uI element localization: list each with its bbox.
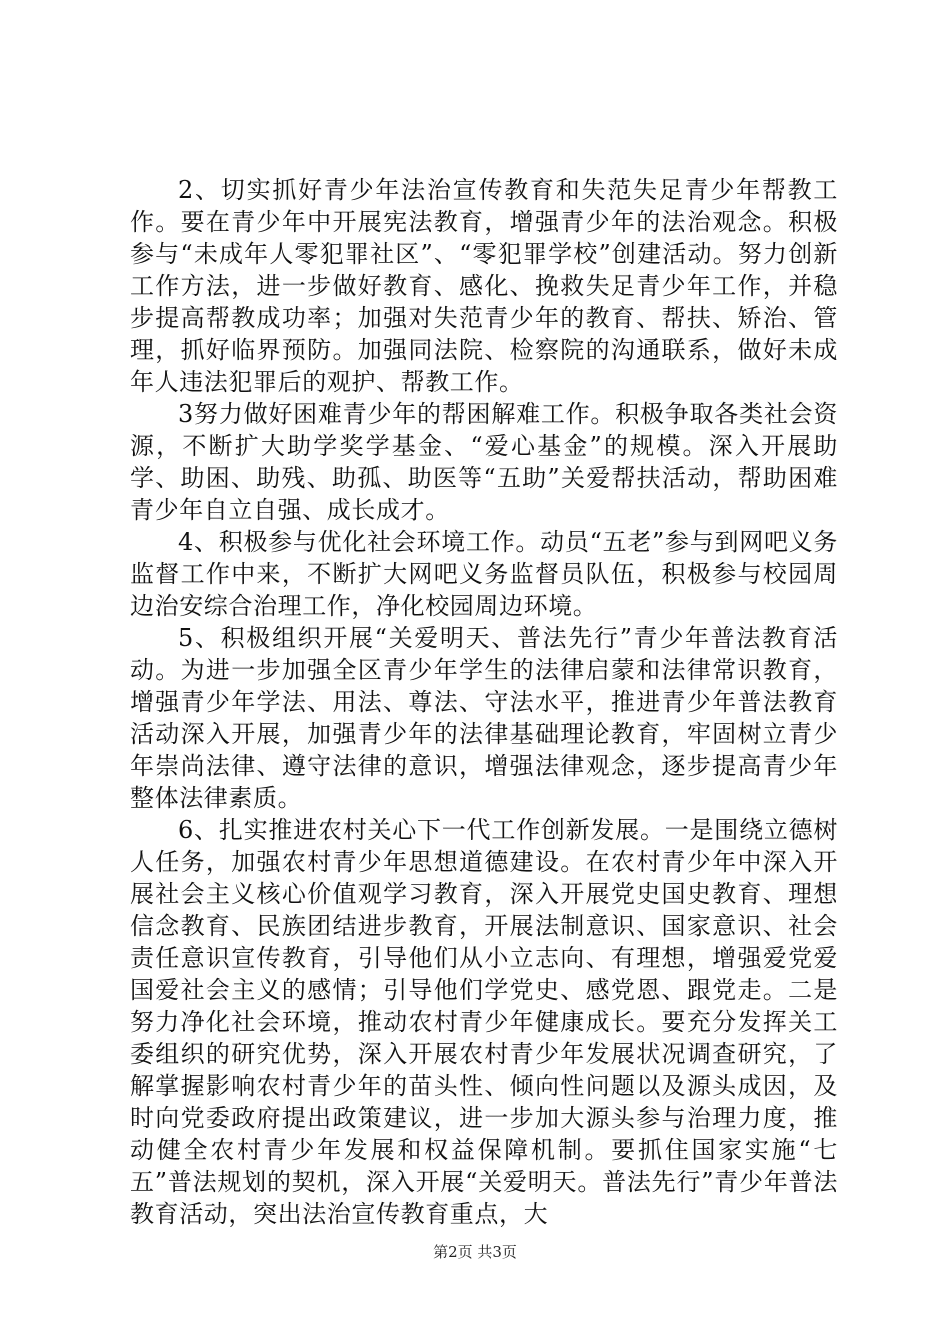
paragraph-2: 2、切实抓好青少年法治宣传教育和失范失足青少年帮教工作。要在青少年中开展宪法教育，增强青少年的法治观念。积极参与“未成年人零犯罪社区”、“零犯罪学校”创建活动。努力创新工作方法，进一步做好教育、感化、挽救失足青少年工作，并稳步提高帮教成功率；加强对失范青少年的教育、帮扶、矫治、管理，抓好临界预防。加强同法院、检察院的沟通联系，做好未成年人违法犯罪后的观护、帮教工作。 <box>130 176 838 396</box>
page-number-footer: 第2页 共3页 <box>433 1243 517 1261</box>
document-body <box>130 174 838 1230</box>
paragraph-3: 3努力做好困难青少年的帮困解难工作。积极争取各类社会资源，不断扩大助学奖学基金、“爱心基金”的规模。深入开展助学、助困、助残、助孤、助医等“五助”关爱帮扶活动，帮助困难青少年自立自强、成长成才。 <box>130 400 838 524</box>
paragraph-6: 6、扎实推进农村关心下一代工作创新发展。一是围绕立德树人任务，加强农村青少年思想道德建设。在农村青少年中深入开展社会主义核心价值观学习教育，深入开展党史国史教育、理想信念教育、民族团结进步教育，开展法制意识、国家意识、社会责任意识宣传教育，引导他们从小立志向、有理想，增强爱党爱国爱社会主义的感情；引导他们学党史、感党恩、跟党走。二是努力净化社会环境，推动农村青少年健康成长。要充分发挥关工委组织的研究优势，深入开展农村青少年发展状况调查研究，了解掌握影响农村青少年的苗头性、倾向性问题以及源头成因，及时向党委政府提出政策建议，进一步加大源头参与治理力度，推动健全农村青少年发展和权益保障机制。要抓住国家实施“七五”普法规划的契机，深入开展“关爱明天。普法先行”青少年普法教育活动，突出法治宣传教育重点，大 <box>130 816 838 1228</box>
paragraph-5: 5、积极组织开展“关爱明天、普法先行”青少年普法教育活动。为进一步加强全区青少年学生的法律启蒙和法律常识教育，增强青少年学法、用法、尊法、守法水平，推进青少年普法教育活动深入开展，加强青少年的法律基础理论教育，牢固树立青少年崇尚法律、遵守法律的意识，增强法律观念，逐步提高青少年整体法律素质。 <box>130 624 838 812</box>
paragraph-4: 4、积极参与优化社会环境工作。动员“五老”参与到网吧义务监督工作中来，不断扩大网吧义务监督员队伍，积极参与校园周边治安综合治理工作，净化校园周边环境。 <box>130 528 838 620</box>
